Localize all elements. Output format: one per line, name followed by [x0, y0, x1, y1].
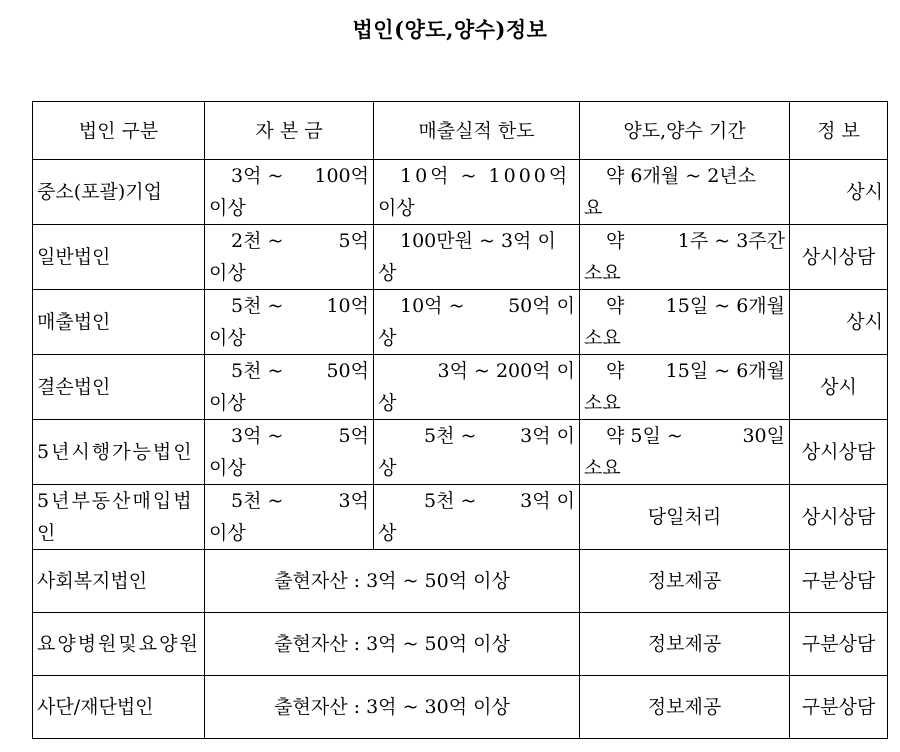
period-range: 15일 ~ 6개월	[665, 295, 785, 317]
table-row	[33, 550, 888, 613]
period-cell	[580, 160, 790, 225]
sales-range: 10억 ~ 1000억	[400, 165, 571, 187]
table-header-row	[33, 102, 888, 160]
capital-suffix: 이상	[209, 392, 246, 414]
header-info: 정 보	[790, 102, 888, 160]
period-prefix: 약	[606, 360, 625, 382]
capital-cell	[205, 290, 374, 355]
capital-from: 2천 ~	[231, 230, 284, 252]
capital-from: 5천 ~	[231, 360, 284, 382]
corp-type: 5년부동산매입법인	[33, 485, 205, 550]
sales-suffix: 상	[378, 522, 397, 544]
sales-cell	[374, 290, 580, 355]
period-cell	[580, 225, 790, 290]
info-cell: 상시	[790, 355, 888, 420]
corp-type: 일반법인	[33, 225, 205, 290]
table-row	[33, 420, 888, 485]
period-suffix: 소요	[584, 262, 621, 284]
sales-to: 3억 이	[520, 490, 575, 512]
sales-cell	[374, 160, 580, 225]
sales-from: 10억 ~	[400, 295, 465, 317]
capital-cell	[205, 225, 374, 290]
capital-suffix: 이상	[209, 197, 246, 219]
table-row	[33, 355, 888, 420]
capital-cell	[205, 485, 374, 550]
period-cell: 정보제공	[580, 676, 790, 739]
header-sales: 매출실적 한도	[374, 102, 580, 160]
sales-cell	[374, 225, 580, 290]
period-cell: 당일처리	[580, 485, 790, 550]
table-row	[33, 485, 888, 550]
sales-cell	[374, 485, 580, 550]
capital-suffix: 이상	[209, 327, 246, 349]
table-row	[33, 676, 888, 739]
assets-cell: 출현자산 : 3억 ~ 50억 이상	[205, 550, 580, 613]
period-range: 1주 ~ 3주간	[677, 230, 785, 252]
capital-suffix: 이상	[209, 457, 246, 479]
sales-to: 3억 이	[520, 425, 575, 447]
period-suffix: 소요	[584, 392, 621, 414]
capital-from: 3억 ~	[231, 425, 284, 447]
sales-range: 3억 ~ 200억 이	[437, 360, 575, 382]
capital-suffix: 이상	[209, 262, 246, 284]
corp-type: 중소(포괄)기업	[33, 160, 205, 225]
info-cell: 상시상담	[790, 420, 888, 485]
corp-type: 사회복지법인	[33, 550, 205, 613]
header-period: 양도,양수 기간	[580, 102, 790, 160]
page-title: 법인(양도,양수)정보	[352, 17, 548, 42]
sales-suffix: 상	[378, 262, 397, 284]
info-cell: 구분상담	[790, 676, 888, 739]
info-cell: 구분상담	[790, 613, 888, 676]
info-cell: 상시	[790, 290, 888, 355]
sales-from: 5천 ~	[424, 425, 477, 447]
sales-suffix: 상	[378, 457, 397, 479]
capital-cell	[205, 355, 374, 420]
sales-suffix: 상	[378, 392, 397, 414]
period-cell: 정보제공	[580, 550, 790, 613]
header-type: 법인 구분	[33, 102, 205, 160]
period-cell	[580, 290, 790, 355]
capital-cell	[205, 160, 374, 225]
period-range: 30일	[742, 425, 785, 447]
table-row	[33, 613, 888, 676]
sales-from: 5천 ~	[424, 490, 477, 512]
info-cell: 상시상담	[790, 225, 888, 290]
period-prefix: 약 5일 ~	[606, 425, 683, 447]
capital-cell	[205, 420, 374, 485]
table-row	[33, 225, 888, 290]
period-cell	[580, 420, 790, 485]
sales-suffix: 이상	[378, 197, 415, 219]
sales-suffix: 상	[378, 327, 397, 349]
period-cell: 정보제공	[580, 613, 790, 676]
assets-cell: 출현자산 : 3억 ~ 50억 이상	[205, 613, 580, 676]
capital-to: 3억	[338, 490, 369, 512]
period-prefix: 약	[606, 295, 625, 317]
period-suffix: 소요	[584, 327, 621, 349]
capital-to: 5억	[338, 230, 369, 252]
assets-cell: 출현자산 : 3억 ~ 30억 이상	[205, 676, 580, 739]
capital-to: 100억	[314, 165, 369, 187]
corp-type: 결손법인	[33, 355, 205, 420]
capital-from: 5천 ~	[231, 295, 284, 317]
capital-to: 10억	[326, 295, 369, 317]
table-row	[33, 160, 888, 225]
corp-type: 사단/재단법인	[33, 676, 205, 739]
capital-to: 50억	[326, 360, 369, 382]
sales-to: 50억 이	[508, 295, 575, 317]
period-range: 15일 ~ 6개월	[665, 360, 785, 382]
sales-cell	[374, 420, 580, 485]
period-suffix: 요	[584, 197, 603, 219]
corp-type: 5년시행가능법인	[33, 420, 205, 485]
capital-from: 5천 ~	[231, 490, 284, 512]
header-capital: 자 본 금	[205, 102, 374, 160]
info-cell: 상시상담	[790, 485, 888, 550]
table-row	[33, 290, 888, 355]
period-prefix: 약	[606, 230, 625, 252]
period-range: 약 6개월 ~ 2년소	[606, 165, 756, 187]
sales-range: 100만원 ~ 3억 이	[400, 230, 556, 252]
corp-type: 요양병원및요양원	[33, 613, 205, 676]
capital-from: 3억 ~	[231, 165, 284, 187]
corporation-info-table	[32, 101, 888, 739]
sales-cell	[374, 355, 580, 420]
period-suffix: 소요	[584, 457, 621, 479]
capital-suffix: 이상	[209, 522, 246, 544]
period-cell	[580, 355, 790, 420]
info-cell: 상시	[790, 160, 888, 225]
info-cell: 구분상담	[790, 550, 888, 613]
corp-type: 매출법인	[33, 290, 205, 355]
capital-to: 5억	[338, 425, 369, 447]
